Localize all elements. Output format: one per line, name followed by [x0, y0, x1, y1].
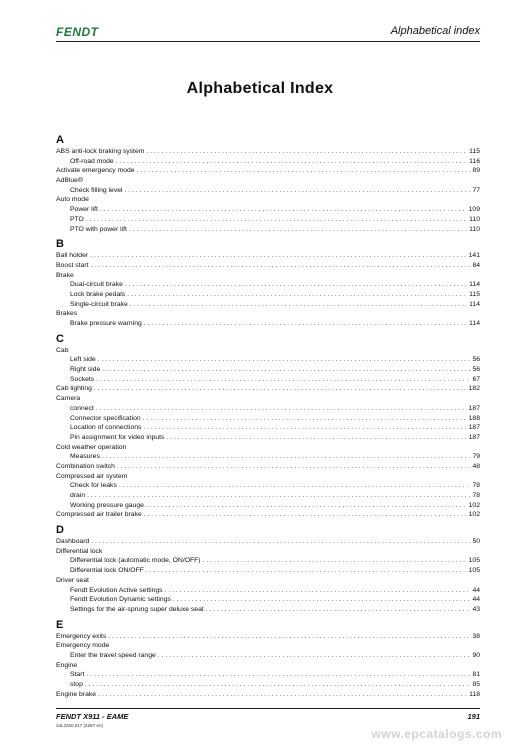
index-subentry	[56, 186, 480, 196]
entry-text: Engine	[56, 661, 78, 669]
entry-text: Compressed air trailer brake	[56, 511, 142, 519]
dot-leader	[146, 566, 467, 576]
entry-text: stop	[70, 681, 83, 688]
dot-leader	[146, 147, 467, 157]
entry-page-number: 141	[468, 252, 480, 260]
dot-leader	[96, 375, 470, 385]
entry-text: Right side	[70, 366, 101, 374]
dot-leader	[116, 157, 467, 167]
index-subentry	[56, 680, 480, 690]
index-entry	[56, 176, 480, 186]
index-subentry	[56, 586, 480, 596]
entry-text: ABS anti-lock braking system	[56, 148, 145, 155]
entry-text: Check filling level	[70, 186, 123, 194]
index-subentry	[56, 670, 480, 680]
entry-text: PTO	[70, 215, 84, 223]
entry-page-number: 116	[469, 157, 480, 165]
fendt-logo: FENDT	[56, 25, 99, 39]
dot-leader	[165, 586, 471, 596]
entry-page-number: 78	[472, 482, 480, 490]
entry-page-number: 48	[472, 462, 480, 470]
index-entry	[56, 147, 480, 157]
entry-text: Auto mode	[56, 196, 89, 204]
index-subentry	[56, 319, 480, 329]
entry-text: Connector specification	[70, 414, 141, 422]
dot-leader	[117, 462, 471, 472]
index-entry	[56, 251, 480, 261]
dot-leader	[100, 205, 467, 215]
dot-leader	[127, 290, 467, 300]
index-section	[56, 133, 480, 234]
entry-page-number: 188	[468, 414, 480, 422]
dot-leader	[125, 280, 467, 290]
entry-text: Activate emergency mode	[56, 167, 135, 175]
entry-text: Single-circuit brake	[70, 300, 128, 308]
entry-page-number: 110	[469, 215, 480, 223]
entry-text: Boost start	[56, 261, 89, 269]
dot-leader	[87, 491, 470, 501]
entry-text: Sockets	[70, 375, 95, 383]
index-subentry	[56, 365, 480, 375]
index-subentry	[56, 225, 480, 235]
entry-text: Ball holder	[56, 252, 89, 260]
index-subentry	[56, 556, 480, 566]
index-subentry	[56, 605, 480, 615]
entry-text: Dashboard	[56, 538, 90, 546]
entry-text: Fendt Evolution Active settings	[70, 586, 163, 594]
entry-page-number: 187	[468, 424, 480, 432]
dot-leader	[98, 690, 467, 700]
entry-page-number: 56	[472, 366, 480, 374]
dot-leader	[102, 365, 470, 375]
index-entry	[56, 576, 480, 586]
entry-page-number: 43	[472, 605, 480, 613]
entry-page-number: 44	[472, 596, 480, 604]
index-subentry	[56, 290, 480, 300]
entry-text: Compressed air system	[56, 472, 128, 480]
entry-page-number: 182	[468, 385, 480, 393]
entry-text: Measures	[70, 453, 100, 461]
index-entry	[56, 261, 480, 271]
header-title: Alphabetical index	[390, 25, 480, 37]
index-entry	[56, 346, 480, 356]
entry-page-number: 84	[472, 261, 480, 269]
entry-text: Driver seat	[56, 576, 89, 584]
entry-text: AdBlue®	[56, 177, 83, 185]
dot-leader	[158, 651, 471, 661]
index-subentry	[56, 157, 480, 167]
entry-page-number: 105	[468, 567, 480, 575]
footer-page-number: 191	[467, 712, 480, 721]
entry-text: Check for leaks	[70, 482, 117, 490]
entry-text: Camera	[56, 395, 81, 403]
dot-leader	[94, 384, 467, 394]
dot-leader	[143, 423, 466, 433]
index-subentry	[56, 300, 480, 310]
section-letter: C	[56, 332, 64, 345]
entry-text: Settings for the air-sprung super deluxe seat	[70, 605, 204, 613]
entry-page-number: 44	[472, 586, 480, 594]
entry-page-number: 110	[469, 225, 480, 233]
index-subentry	[56, 355, 480, 365]
dot-leader	[125, 186, 471, 196]
index-entry	[56, 641, 480, 651]
entry-text: Location of connections	[70, 424, 142, 432]
dot-leader	[108, 632, 470, 642]
dot-leader	[102, 452, 471, 462]
dot-leader	[143, 414, 467, 424]
watermark: www.epcatalogs.com	[371, 727, 502, 741]
entry-page-number: 56	[472, 356, 480, 364]
index-entry	[56, 394, 480, 404]
entry-page-number: 105	[468, 557, 480, 565]
index-section	[56, 523, 480, 615]
dot-leader	[130, 300, 467, 310]
entry-text: Differential lock (automatic mode, ON/OFF)	[70, 557, 201, 565]
footer-document-code: 34L2250.017 (4287-en)	[56, 723, 104, 728]
entry-page-number: 81	[472, 671, 480, 679]
index-subentry	[56, 491, 480, 501]
header-divider	[56, 41, 480, 42]
dot-leader	[203, 556, 467, 566]
section-letter: B	[56, 238, 64, 251]
index-subentry	[56, 280, 480, 290]
entry-text: Cab lighting	[56, 385, 92, 393]
index-entry	[56, 537, 480, 547]
index-section	[56, 237, 480, 329]
dot-leader	[144, 319, 467, 329]
section-letter: E	[56, 618, 64, 631]
page-title: Alphabetical Index	[186, 80, 334, 97]
entry-page-number: 187	[468, 433, 480, 441]
dot-leader	[90, 251, 467, 261]
entry-page-number: 77	[472, 186, 480, 194]
dot-leader	[96, 404, 467, 414]
dot-leader	[173, 595, 471, 605]
index-section	[56, 618, 480, 700]
dot-leader	[86, 215, 467, 225]
index-subentry	[56, 595, 480, 605]
entry-text: Dual-circuit brake	[70, 281, 123, 289]
index-subentry	[56, 501, 480, 511]
index-entry	[56, 384, 480, 394]
index-entry	[56, 166, 480, 176]
section-letter: D	[56, 524, 64, 537]
entry-text: Brake	[56, 271, 74, 279]
entry-text: Lock brake pedals	[70, 290, 126, 298]
dot-leader	[166, 433, 466, 443]
dot-leader	[137, 166, 471, 176]
entry-page-number: 67	[472, 375, 480, 383]
entry-text: Working pressure gauge	[70, 501, 144, 509]
section-letter: A	[56, 134, 64, 146]
index-subentry	[56, 404, 480, 414]
entry-text: Power lift	[70, 206, 98, 214]
entry-page-number: 78	[472, 492, 480, 499]
entry-page-number: 115	[469, 148, 480, 155]
entry-page-number: 114	[469, 281, 480, 289]
entry-page-number: 115	[469, 290, 480, 298]
alphabetical-index	[56, 130, 480, 699]
index-entry	[56, 510, 480, 520]
index-entry	[56, 443, 480, 453]
entry-text: Enter the travel speed range	[70, 651, 156, 659]
entry-page-number: 118	[469, 690, 480, 698]
index-entry	[56, 309, 480, 319]
index-entry	[56, 632, 480, 642]
dot-leader	[129, 225, 467, 235]
index-subentry	[56, 375, 480, 385]
entry-page-number: 85	[472, 681, 480, 688]
index-subentry	[56, 433, 480, 443]
index-entry	[56, 462, 480, 472]
entry-text: Brakes	[56, 310, 78, 318]
entry-page-number: 114	[469, 320, 480, 327]
entry-page-number: 187	[468, 404, 480, 412]
index-subentry	[56, 423, 480, 433]
index-entry	[56, 472, 480, 482]
dot-leader	[144, 510, 467, 520]
entry-text: Start	[70, 671, 85, 679]
entry-page-number: 114	[469, 300, 480, 308]
index-entry	[56, 547, 480, 557]
index-entry	[56, 271, 480, 281]
index-subentry	[56, 566, 480, 576]
entry-text: drain	[70, 492, 86, 499]
index-subentry	[56, 481, 480, 491]
entry-text: Combination switch	[56, 462, 115, 470]
entry-text: connect	[70, 404, 94, 412]
dot-leader	[206, 605, 471, 615]
entry-text: Fendt Evolution Dynamic settings	[70, 596, 171, 604]
footer-model: FENDT X911 - EAME	[56, 712, 129, 721]
dot-leader	[146, 501, 467, 511]
dot-leader	[91, 537, 470, 547]
index-subentry	[56, 414, 480, 424]
entry-text: Cab	[56, 346, 69, 354]
entry-text: Left side	[70, 356, 96, 364]
dot-leader	[91, 261, 471, 271]
entry-page-number: 79	[472, 453, 480, 461]
dot-leader	[119, 481, 471, 491]
entry-text: Differential lock ON/OFF	[70, 567, 144, 575]
entry-text: Emergency exits	[56, 632, 107, 640]
entry-page-number: 90	[472, 651, 480, 659]
index-subentry	[56, 651, 480, 661]
entry-page-number: 109	[468, 206, 480, 214]
index-section	[56, 332, 480, 520]
index-subentry	[56, 205, 480, 215]
index-entry	[56, 195, 480, 205]
entry-page-number: 102	[468, 511, 480, 519]
entry-text: Pin assignment for video inputs	[70, 433, 165, 441]
entry-text: Differential lock	[56, 547, 103, 555]
index-subentry	[56, 215, 480, 225]
entry-page-number: 50	[472, 538, 480, 546]
dot-leader	[86, 670, 470, 680]
dot-leader	[85, 680, 471, 690]
footer-divider	[56, 708, 480, 709]
dot-leader	[98, 355, 471, 365]
index-subentry	[56, 452, 480, 462]
entry-text: PTO with power lift	[70, 225, 127, 233]
index-entry	[56, 661, 480, 671]
entry-page-number: 102	[468, 501, 480, 509]
entry-text: Cold weather operation	[56, 443, 127, 451]
entry-text: Off-road mode	[70, 157, 114, 165]
entry-page-number: 89	[472, 167, 480, 175]
entry-page-number: 38	[472, 632, 480, 640]
entry-text: Engine brake	[56, 690, 97, 698]
index-entry	[56, 690, 480, 700]
entry-text: Emergency mode	[56, 642, 110, 650]
entry-text: Brake pressure warning	[70, 320, 142, 327]
